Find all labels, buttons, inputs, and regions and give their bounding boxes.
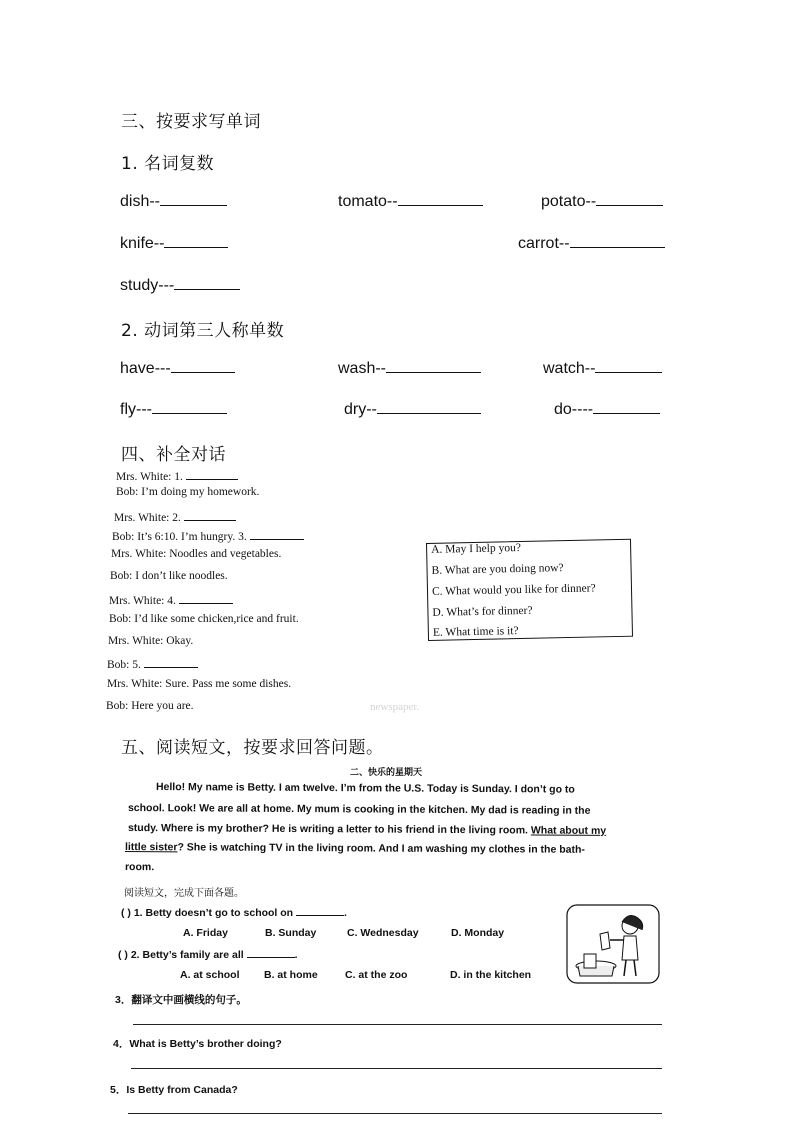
option-item: A. May I help you?: [431, 542, 522, 556]
underlined-sentence: little sister: [124, 841, 178, 854]
q2-option: B. at home: [264, 969, 318, 981]
answer-blank[interactable]: [174, 275, 240, 290]
plural-subtitle: 1. 名词复数: [121, 154, 215, 174]
word-item: do----: [554, 399, 660, 419]
dialogue-line: Bob: 5.: [107, 656, 198, 671]
dialogue-blank[interactable]: [250, 528, 304, 540]
word-item: wash--: [338, 358, 481, 378]
word-item: knife--: [120, 233, 228, 253]
q1-option: D. Monday: [451, 927, 505, 939]
answer-blank[interactable]: [164, 233, 228, 248]
dialogue-line: Bob: It’s 6:10. I’m hungry. 3.: [112, 528, 304, 543]
word-item: tomato--: [338, 191, 483, 211]
dialogue-line: Mrs. White: 4.: [109, 592, 233, 607]
word-item: potato--: [541, 191, 663, 211]
dialogue-blank[interactable]: [186, 468, 238, 480]
reading-instruction: 阅读短文，完成下面各题。: [124, 888, 244, 899]
answer-blank[interactable]: [596, 191, 663, 206]
answer-line[interactable]: [133, 1024, 662, 1025]
passage-line: school. Look! We are all at home. My mum is cooking in the kitchen. My dad is reading in the: [127, 802, 591, 817]
option-item: E. What time is it?: [432, 625, 519, 639]
option-item: D. What’s for dinner?: [432, 604, 533, 619]
answer-line[interactable]: [131, 1068, 662, 1069]
dialogue-line: Bob: I’d like some chicken,rice and fruit.: [109, 613, 299, 625]
dialogue-line: Mrs. White: Noodles and vegetables.: [111, 548, 282, 560]
word-item: dry--: [344, 399, 481, 419]
dialogue-options-box: [426, 539, 633, 641]
answer-blank[interactable]: [377, 399, 481, 414]
dialogue-line: Mrs. White: Okay.: [108, 635, 194, 647]
passage-line: room.: [124, 861, 155, 874]
answer-parenthesis[interactable]: ( ) 1.: [121, 907, 143, 919]
dialogue-blank[interactable]: [144, 656, 198, 668]
word-item: watch--: [543, 358, 662, 378]
dialogue-blank[interactable]: [184, 509, 236, 521]
verb-subtitle: 2. 动词第三人称单数: [121, 321, 285, 341]
dialogue-line: Bob: Here you are.: [106, 700, 194, 712]
answer-blank[interactable]: [171, 358, 235, 373]
answer-parenthesis[interactable]: ( ) 2.: [118, 949, 140, 961]
q2-option: A. at school: [180, 969, 240, 981]
section4-title: 四、补全对话: [121, 445, 226, 465]
q1-option: A. Friday: [183, 927, 228, 939]
question-3: 3．翻译文中画横线的句子。: [115, 994, 247, 1006]
dialogue-line: Mrs. White: Sure. Pass me some dishes.: [107, 678, 292, 690]
dialogue-line: Mrs. White: 1.: [116, 468, 238, 483]
word-item: dish--: [120, 191, 227, 211]
option-item: C. What would you like for dinner?: [431, 582, 596, 598]
faded-bleed-text: newspaper.: [370, 701, 420, 713]
washing-girl-illustration: [566, 904, 660, 984]
answer-blank[interactable]: [247, 948, 295, 958]
word-item: have---: [120, 358, 235, 378]
question-5: 5．Is Betty from Canada?: [110, 1084, 238, 1096]
dialogue-line: Bob: I’m doing my homework.: [116, 486, 260, 498]
answer-blank[interactable]: [398, 191, 483, 206]
q1-option: C. Wednesday: [347, 927, 419, 939]
section3-title: 三、按要求写单词: [121, 112, 261, 132]
word-item: fly---: [120, 399, 227, 419]
passage-line: Hello! My name is Betty. I am twelve. I’m from the U.S. Today is Sunday. I don’t go to: [155, 781, 575, 796]
answer-blank[interactable]: [296, 906, 344, 916]
underlined-sentence: What about my: [530, 824, 607, 837]
word-item: carrot--: [518, 233, 665, 253]
answer-line[interactable]: [128, 1113, 662, 1114]
passage-line: study. Where is my brother? He is writing a letter to his friend in the living room. What about my: [127, 822, 607, 837]
dialogue-blank[interactable]: [179, 592, 233, 604]
answer-blank[interactable]: [386, 358, 481, 373]
answer-blank[interactable]: [570, 233, 665, 248]
answer-blank[interactable]: [160, 191, 227, 206]
question-4: 4．What is Betty’s brother doing?: [113, 1038, 282, 1050]
q1-option: B. Sunday: [265, 927, 317, 939]
passage-line: little sister? She is watching TV in the living room. And I am washing my clothes in the bath-: [124, 841, 585, 856]
answer-blank[interactable]: [593, 399, 660, 414]
q2-option: C. at the zoo: [345, 969, 408, 981]
option-item: B. What are you doing now?: [431, 562, 564, 577]
question-1: ( ) 1. Betty doesn’t go to school on .: [121, 907, 347, 919]
answer-blank[interactable]: [152, 399, 227, 414]
dialogue-line: Mrs. White: 2.: [114, 509, 236, 524]
word-item: study---: [120, 275, 240, 295]
answer-blank[interactable]: [595, 358, 662, 373]
passage-title: 二、快乐的星期天: [350, 768, 423, 778]
question-2: ( ) 2. Betty’s family are all .: [118, 949, 298, 961]
q2-option: D. in the kitchen: [450, 969, 532, 981]
dialogue-line: Bob: I don’t like noodles.: [110, 570, 228, 582]
section5-title: 五、阅读短文，按要求回答问题。: [121, 738, 384, 758]
